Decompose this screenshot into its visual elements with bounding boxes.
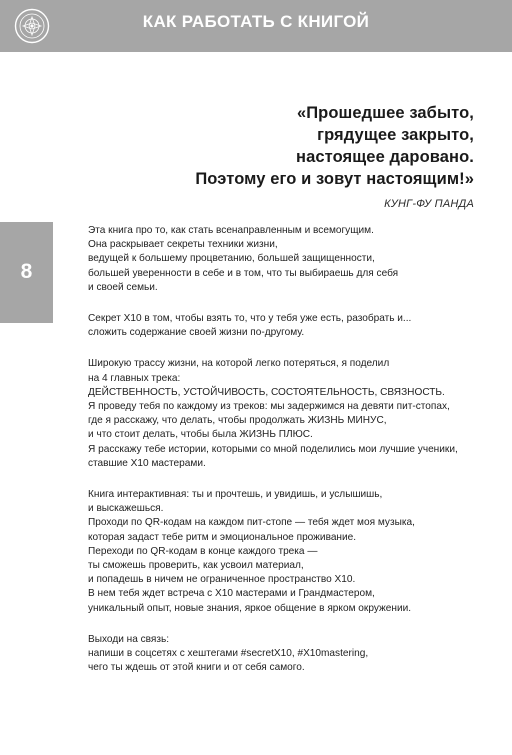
text-line: Широкую трассу жизни, на которой легко потеряться, я поделил <box>88 358 390 370</box>
text-line: Выходи на связь: <box>88 633 170 645</box>
text-line: чего ты ждешь от этой книги и от себя самого. <box>88 662 305 674</box>
paragraph <box>88 357 488 471</box>
paragraph <box>88 224 488 295</box>
body-text <box>88 224 488 692</box>
text-line: ты сможешь проверить, как усвоил материал, <box>88 560 304 572</box>
paragraph <box>88 312 488 340</box>
epigraph-line: Поэтому его и зовут настоящим!» <box>195 170 474 188</box>
text-line: напиши в соцсетях с хештегами #secretX10, #X10mastering, <box>88 648 369 660</box>
epigraph-line: настоящее даровано. <box>296 148 474 166</box>
text-line: Я расскажу тебе истории, которыми со мной поделились мои лучшие ученики, <box>88 443 458 455</box>
text-line: Она раскрывает секреты техники жизни, <box>88 239 278 251</box>
page-number: 8 <box>20 260 33 283</box>
epigraph-line: «Прошедшее забыто, <box>296 104 474 122</box>
text-line: и выскажешься. <box>88 503 164 515</box>
text-line: где я расскажу, что делать, чтобы продолжать ЖИЗНЬ МИНУС, <box>88 415 387 427</box>
text-line: Книга интерактивная: ты и прочтешь, и увидишь, и услышишь, <box>88 489 383 501</box>
text-line: большей уверенности в себе и в том, что ты выбираешь для себя <box>88 267 399 279</box>
text-line: Эта книга про то, как стать всенаправленным и всемогущим. <box>88 225 374 236</box>
text-line: сложить содержание своей жизни по-другому. <box>88 327 305 339</box>
text-line: и своей семьи. <box>88 281 158 293</box>
text-line: ведущей к большему процветанию, большей защищенности, <box>88 253 375 265</box>
text-line: Переходи по QR-кодам в конце каждого трека — <box>88 545 318 557</box>
text-line: уникальный опыт, новые знания, яркое общение в ярком окружении. <box>88 602 412 614</box>
text-line: которая задаст тебе ритм и эмоциональное проживание. <box>88 531 357 543</box>
text-line: Секрет X10 в том, чтобы взять то, что у тебя уже есть, разобрать и... <box>88 313 412 325</box>
text-line: и попадешь в ничем не ограниченное пространство X10. <box>88 574 356 586</box>
header-title: КАК РАБОТАТЬ С КНИГОЙ <box>142 12 370 31</box>
text-line: В нем тебя ждет встреча с X10 мастерами и Грандмастером, <box>88 588 375 600</box>
text-line: ставшие X10 мастерами. <box>88 457 206 469</box>
epigraph-attribution: КУНГ-ФУ ПАНДА <box>384 198 474 210</box>
paragraph <box>88 488 488 616</box>
paragraph <box>88 633 488 676</box>
text-line: и что стоит делать, чтобы была ЖИЗНЬ ПЛЮС. <box>88 429 313 441</box>
text-line: ДЕЙСТВЕННОСТЬ, УСТОЙЧИВОСТЬ, СОСТОЯТЕЛЬНОСТЬ, СВЯЗНОСТЬ. <box>88 386 445 398</box>
text-line: Я проведу тебя по каждому из треков: мы задержимся на девяти пит-стопах, <box>88 401 450 413</box>
text-line: Проходи по QR-кодам на каждом пит-стопе — тебя ждет моя музыка, <box>88 517 415 529</box>
text-line: на 4 главных трека: <box>88 372 181 384</box>
epigraph <box>54 102 474 210</box>
page-header <box>0 0 512 52</box>
epigraph-line: грядущее закрыто, <box>317 126 474 144</box>
